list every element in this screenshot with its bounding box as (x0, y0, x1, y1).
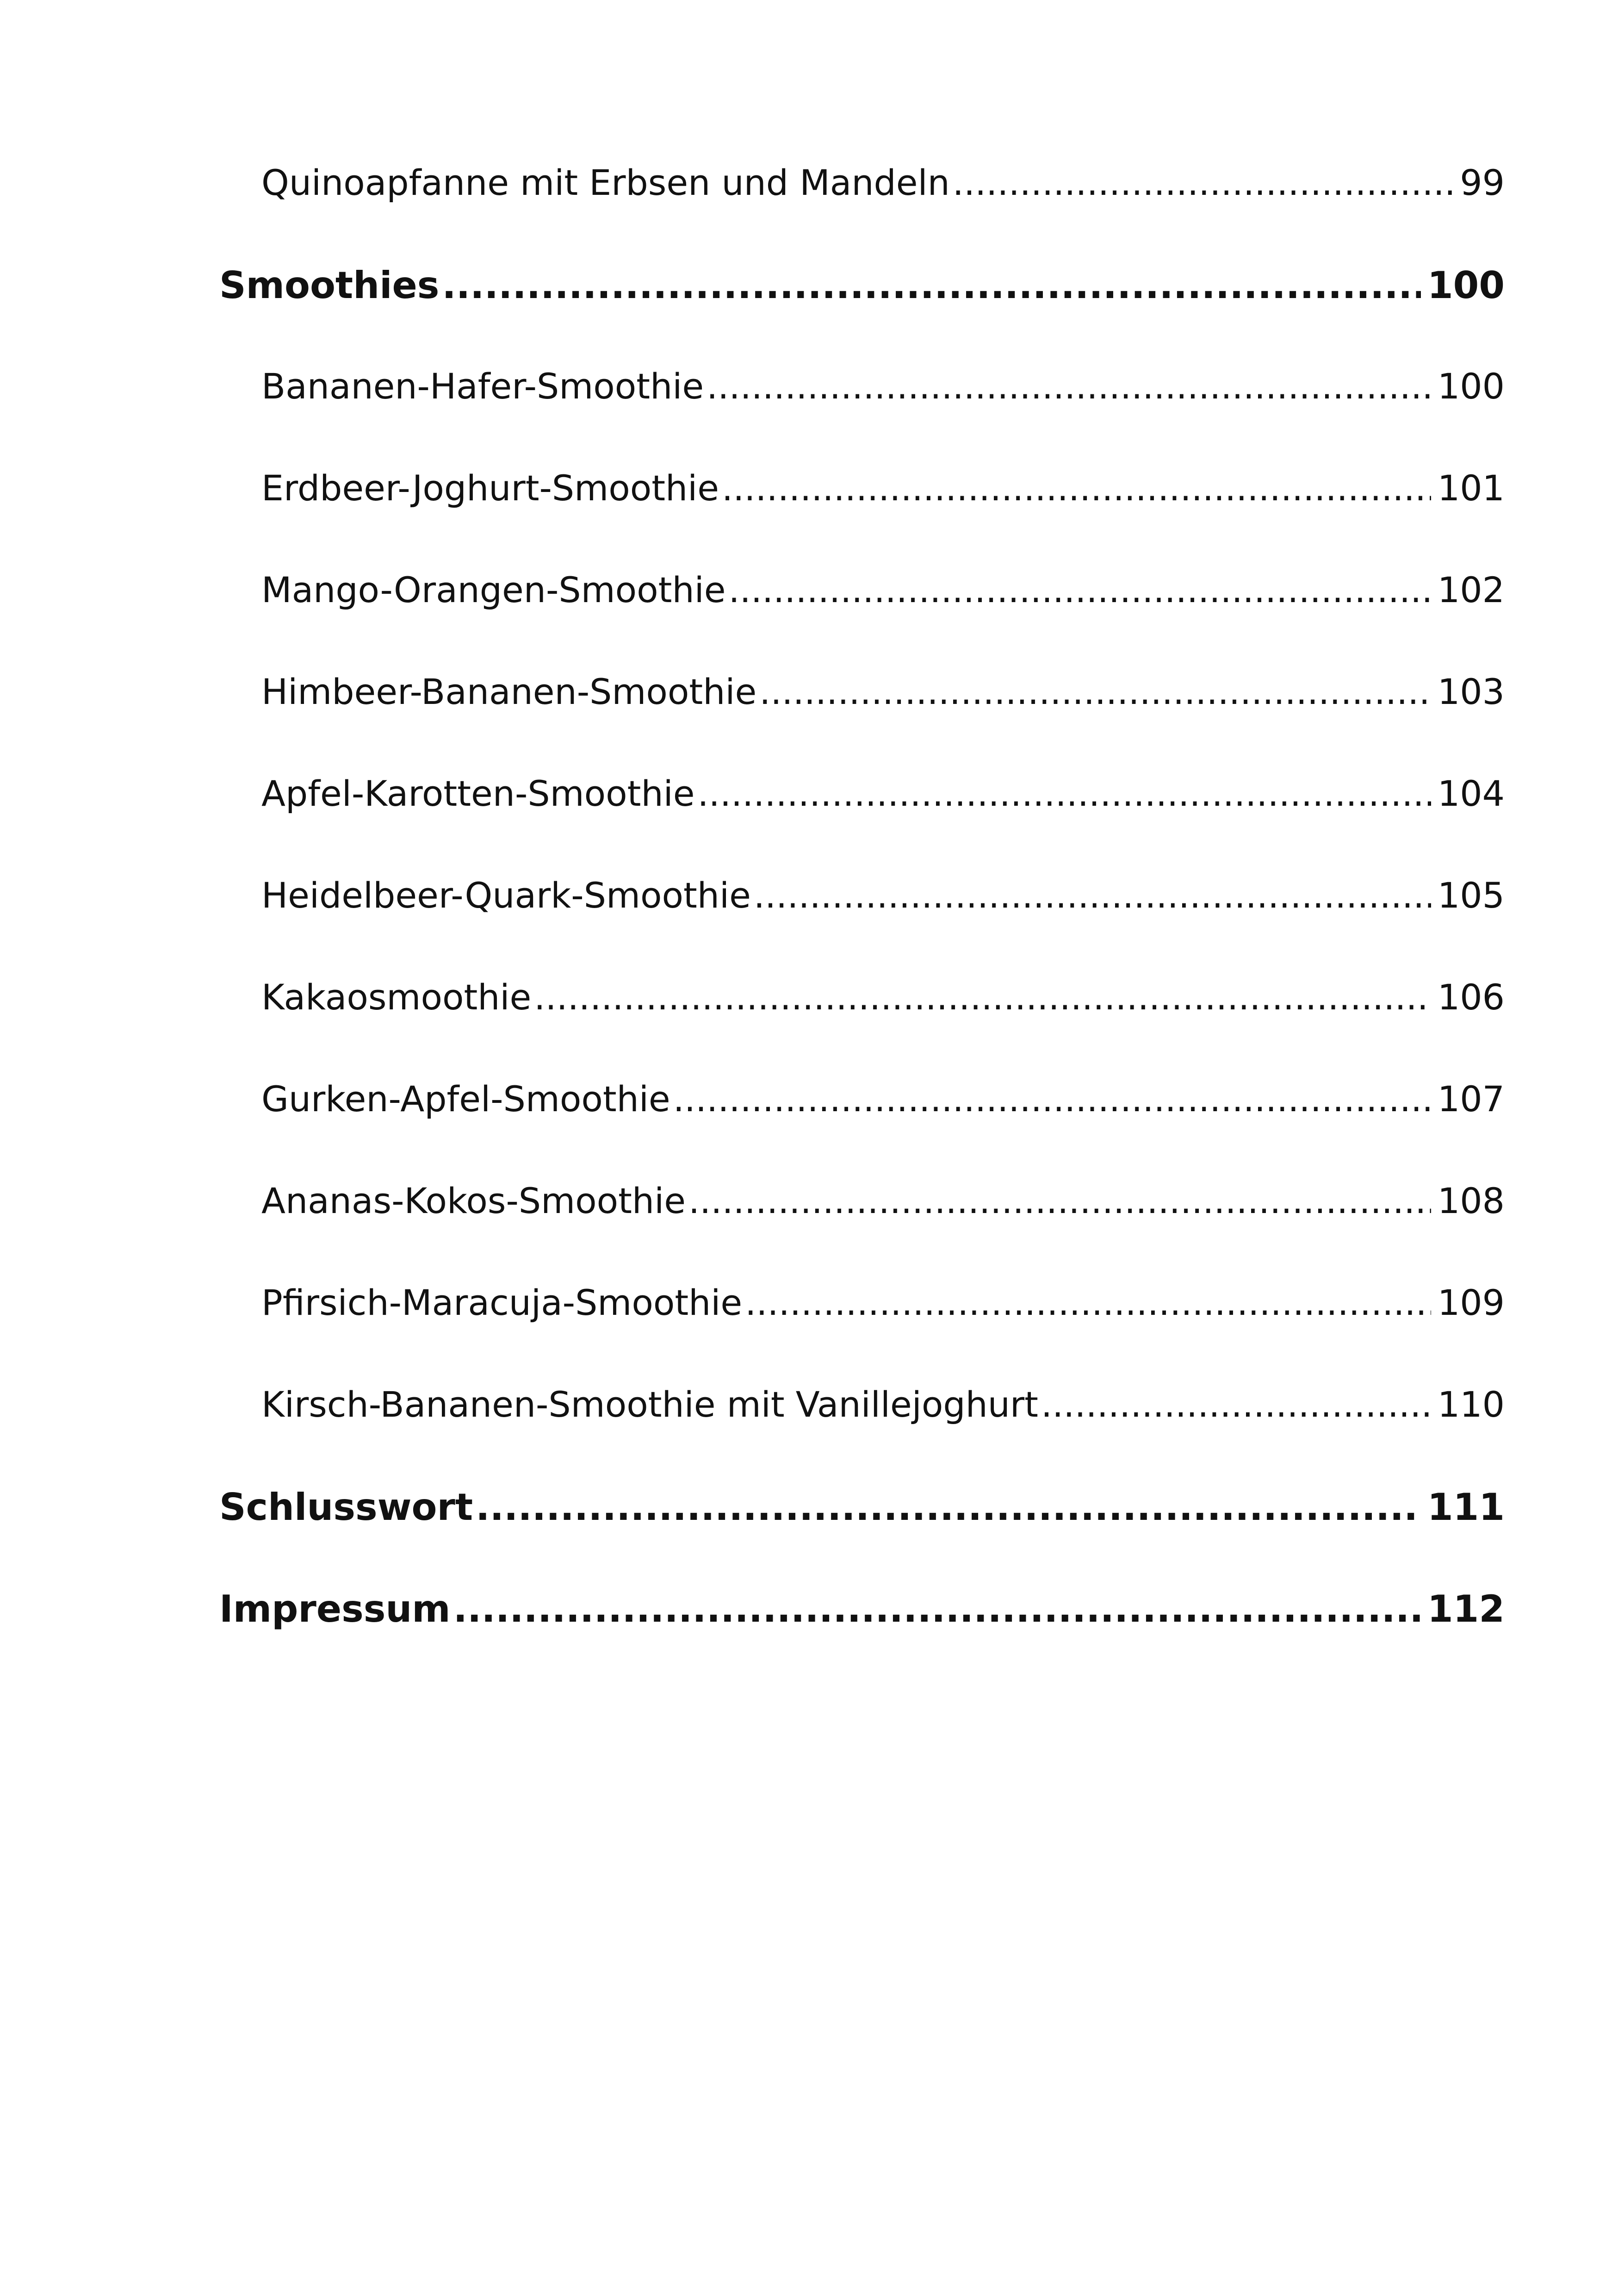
toc-dot-leader (722, 467, 1431, 509)
toc-dot-leader (688, 1180, 1431, 1221)
toc-dot-leader (442, 264, 1421, 307)
toc-entry-pfirsich-maracuja[interactable] (261, 1282, 1505, 1347)
toc-entry-erdbeer-joghurt[interactable] (261, 467, 1505, 532)
toc-entry-mango-orangen[interactable] (261, 569, 1505, 634)
toc-dot-leader (745, 1282, 1431, 1323)
toc-page-number: 100 (1437, 366, 1505, 407)
toc-entry-apfel-karotten[interactable] (261, 773, 1505, 838)
toc-page-number: 112 (1427, 1587, 1505, 1630)
toc-dot-leader (707, 366, 1431, 407)
toc-entry-title: Quinoapfanne mit Erbsen und Mandeln (261, 162, 950, 203)
toc-page-number: 106 (1437, 977, 1505, 1018)
toc-entry-quinoapfanne[interactable] (261, 162, 1505, 227)
toc-chapter-title: Impressum (219, 1587, 451, 1630)
toc-entry-title: Gurken-Apfel-Smoothie (261, 1078, 670, 1120)
toc-entry-title: Bananen-Hafer-Smoothie (261, 366, 704, 407)
toc-dot-leader (476, 1486, 1421, 1529)
toc-page-number: 111 (1427, 1486, 1505, 1529)
toc-chapter-schlusswort[interactable] (219, 1486, 1505, 1550)
toc-page-number: 100 (1427, 264, 1505, 307)
toc-page-number: 104 (1437, 773, 1505, 814)
toc-dot-leader (1041, 1384, 1431, 1425)
toc-entry-kirsch-bananen[interactable] (261, 1384, 1505, 1449)
toc-chapter-title: Schlusswort (219, 1486, 473, 1529)
toc-entry-ananas-kokos[interactable] (261, 1180, 1505, 1245)
toc-entry-gurken-apfel[interactable] (261, 1078, 1505, 1143)
toc-page-number: 108 (1437, 1180, 1505, 1221)
toc-entry-himbeer-bananen[interactable] (261, 671, 1505, 736)
toc-entry-title: Ananas-Kokos-Smoothie (261, 1180, 686, 1221)
toc-entry-kakaosmoothie[interactable] (261, 977, 1505, 1041)
toc-page-number: 109 (1437, 1282, 1505, 1323)
toc-dot-leader (534, 977, 1431, 1018)
toc-entry-title: Mango-Orangen-Smoothie (261, 569, 726, 610)
toc-entry-title: Apfel-Karotten-Smoothie (261, 773, 695, 814)
toc-entry-title: Pfirsich-Maracuja-Smoothie (261, 1282, 743, 1323)
toc-dot-leader (729, 569, 1431, 610)
toc-dot-leader (698, 773, 1431, 814)
toc-page-number: 105 (1437, 875, 1505, 916)
toc-page-number: 102 (1437, 569, 1505, 610)
toc-page-number: 101 (1437, 467, 1505, 509)
toc-dot-leader (754, 875, 1431, 916)
toc-entry-bananen-hafer[interactable] (261, 366, 1505, 430)
toc-page-number: 103 (1437, 671, 1505, 712)
toc-entry-title: Heidelbeer-Quark-Smoothie (261, 875, 751, 916)
toc-entry-title: Kakaosmoothie (261, 977, 532, 1018)
toc-entry-title: Erdbeer-Joghurt-Smoothie (261, 467, 719, 509)
toc-entry-title: Kirsch-Bananen-Smoothie mit Vanillejoghurt (261, 1384, 1038, 1425)
toc-page-number: 99 (1460, 162, 1505, 203)
toc-entry-title: Himbeer-Bananen-Smoothie (261, 671, 757, 712)
toc-dot-leader (759, 671, 1431, 712)
toc-dot-leader (673, 1078, 1431, 1120)
toc-page-number: 110 (1437, 1384, 1505, 1425)
toc-dot-leader (953, 162, 1453, 203)
toc-chapter-impressum[interactable] (219, 1587, 1505, 1652)
toc-chapter-title: Smoothies (219, 264, 440, 307)
toc-entry-heidelbeer-quark[interactable] (261, 875, 1505, 940)
toc-dot-leader (453, 1587, 1421, 1630)
toc-page-number: 107 (1437, 1078, 1505, 1120)
toc-chapter-smoothies[interactable] (219, 264, 1505, 329)
